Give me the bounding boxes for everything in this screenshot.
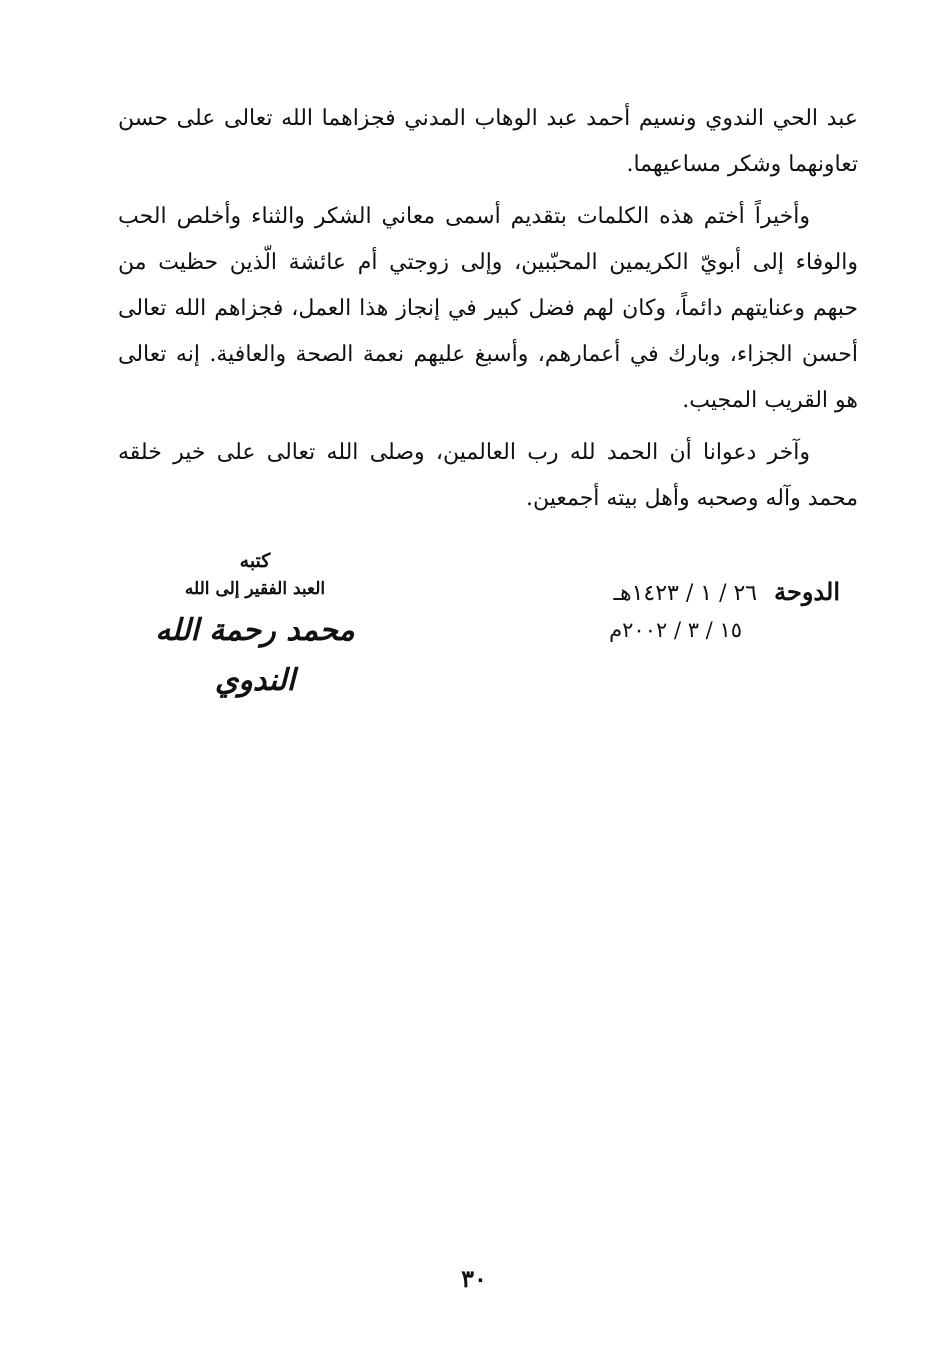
body-text [118,96,858,528]
paragraph-3: وآخر دعوانا أن الحمد لله رب العالمين، وصلى الله تعالى على خير خلقه محمد وآله وصحبه وأهل بيته أجمعين. [118,440,858,511]
date-hijri-line [575,574,840,612]
signature-label: كتبه [239,550,271,572]
signature-block [140,548,370,706]
date-block [575,574,840,648]
paragraph-2: وأخيراً أختم هذه الكلمات بتقديم أسمى معاني الشكر والثناء وأخلص الحب والوفاء إلى أبويّ الكريمين المحبّبين، وإلى زوجتي أم عائشة الّذين حظيت من حبهم وعنايتهم دائماً، وكان لهم فضل كبير في إنجاز هذا العمل، فجزاهم الله تعالى أحسن الجزاء، وبارك في أعمارهم، وأسبغ عليهم نعمة الصحة والعافية. إنه تعالى هو القريب المجيب. [118,204,858,413]
page-number: ٣٠ [461,1264,487,1293]
signature-name: محمد رحمة الله الندوي [155,613,355,698]
signature-servant-line: العبد الفقير إلى الله [184,579,326,599]
date-hijri: ٢٦ / ١ / ١٤٢٣هـ [613,581,758,606]
paragraph-1: عبد الحي الندوي ونسيم أحمد عبد الوهاب المدني فجزاهما الله تعالى على حسن تعاونهما وشكر مساعيهما. [118,106,858,177]
date-gregorian: ١٥ / ٣ / ٢٠٠٢م [609,618,742,642]
date-place: الدوحة [774,577,840,606]
